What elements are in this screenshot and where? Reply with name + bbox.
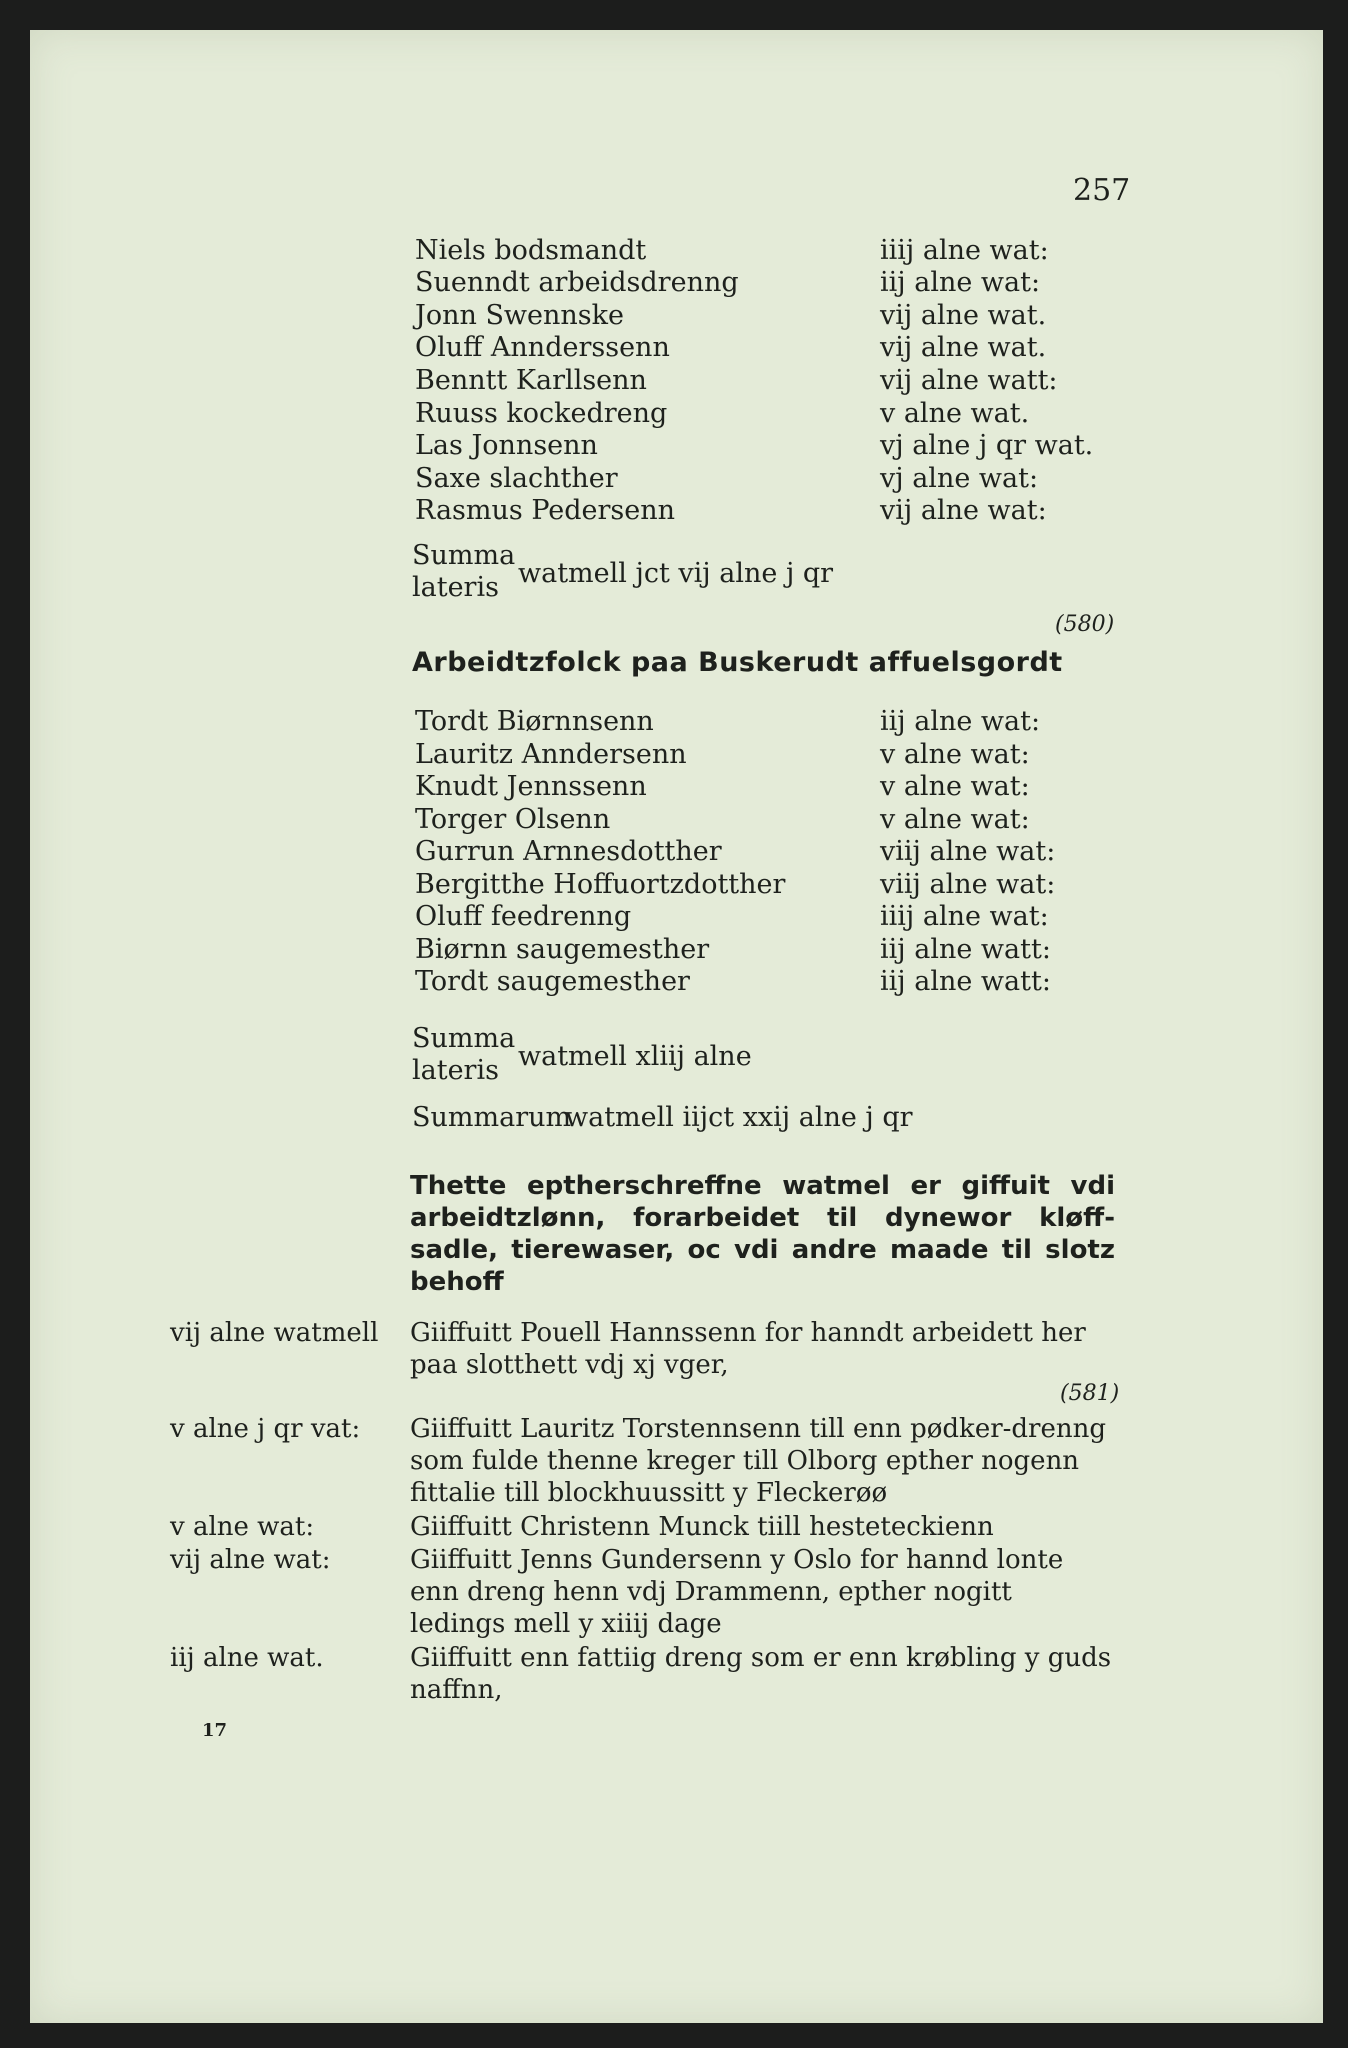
list-item-amount: v alne wat. (880, 398, 1030, 429)
summarum-text: watmell iijct xxij alne j qr (565, 1102, 913, 1133)
list-item-name: Oluff Annderssenn (415, 332, 670, 363)
list-item-amount: iij alne wat: (880, 706, 1041, 737)
margin-amount: vij alne wat: (170, 1545, 331, 1575)
list-item-amount: iij alne watt: (880, 966, 1051, 997)
summa-label-bottom: lateris (412, 572, 499, 603)
list-item-name: Las Jonnsenn (415, 430, 598, 461)
entry-text: Giiffuitt Pouell Hannssenn for hanndt arbeidett her paa slotthett vdj xj vger, (410, 1318, 1086, 1380)
list-item-amount: vj alne wat: (880, 463, 1039, 494)
margin-amount: iij alne wat. (170, 1643, 324, 1673)
list-item-amount: iij alne wat: (880, 267, 1041, 298)
list-item-name: Saxe slachther (415, 463, 618, 494)
list-item-name: Niels bodsmandt (415, 235, 647, 266)
summa-label-top: Summa (412, 540, 516, 571)
list-item-amount: vij alne wat. (880, 332, 1047, 363)
list-item-name: Gurrun Arnnesdotther (415, 836, 722, 867)
summa-text: watmell jct vij alne j qr (518, 558, 834, 589)
list-item-amount: v alne wat: (880, 771, 1030, 802)
section-reference: (581) (1060, 1381, 1120, 1406)
signature-mark: 17 (202, 1720, 228, 1741)
list-item-name: Rasmus Pedersenn (415, 495, 676, 526)
list-item-name: Suenndt arbeidsdrenng (415, 267, 739, 298)
list-item-name: Oluff feedrenng (415, 901, 632, 932)
list-item-name: Bergitthe Hoffuortzdotther (415, 869, 786, 900)
margin-amount: v alne j qr vat: (170, 1414, 361, 1444)
list-item-name: Lauritz Anndersenn (415, 739, 687, 770)
section-reference: (580) (1055, 612, 1115, 637)
summarum-label: Summarum (412, 1102, 572, 1133)
page-number: 257 (1073, 173, 1131, 208)
entry-text: Giiffuitt enn fattiig dreng som er enn krøbling y guds naffnn, (410, 1643, 1112, 1705)
list-item-name: Tordt Biørnnsenn (415, 706, 654, 737)
section-paragraph: Thette eptherschreffne watmel er giffuit vdi arbeidtzlønn, forarbeidet til dynewor kløff-sadle, tierewaser, oc vdi andre maade til slotz behoff (410, 1171, 1115, 1297)
list-item-amount: iij alne watt: (880, 934, 1051, 965)
list-item-name: Knudt Jennssenn (415, 771, 647, 802)
list-item-name: Benntt Karllsenn (415, 365, 647, 396)
list-item-amount: v alne wat: (880, 804, 1030, 835)
entry-text: Giiffuitt Christenn Munck tiill hesteteckienn (410, 1512, 994, 1542)
margin-amount: vij alne watmell (170, 1318, 379, 1348)
list-item-amount: vij alne watt: (880, 365, 1058, 396)
list-item-amount: vij alne wat: (880, 495, 1047, 526)
document-page (30, 30, 1323, 2023)
list-item-amount: iiij alne wat: (880, 901, 1049, 932)
margin-amount: v alne wat: (170, 1512, 315, 1542)
summa-label-top: Summa (412, 1023, 516, 1054)
list-item-amount: viij alne wat: (880, 869, 1056, 900)
list-item-amount: vij alne wat. (880, 300, 1047, 331)
list-item-name: Jonn Swennske (415, 300, 624, 331)
section-heading: Arbeidtzfolck paa Buskerudt affuelsgordt (412, 647, 1063, 678)
list-item-amount: iiij alne wat: (880, 235, 1049, 266)
list-item-name: Ruuss kockedreng (415, 398, 668, 429)
entry-text: Giiffuitt Jenns Gundersenn y Oslo for hannd lonte enn dreng henn vdj Drammenn, epther nogitt ledings mell y xiiij dage (410, 1545, 1064, 1639)
list-item-name: Torger Olsenn (415, 804, 611, 835)
summa-text: watmell xliij alne (518, 1041, 752, 1072)
list-item-amount: vj alne j qr wat. (880, 430, 1094, 461)
list-item-amount: v alne wat: (880, 739, 1030, 770)
list-item-name: Biørnn saugemesther (415, 934, 710, 965)
summa-label-bottom: lateris (412, 1055, 499, 1086)
entry-text: Giiffuitt Lauritz Torstennsenn till enn pødker-drenng som fulde thenne kreger till Olborg epther nogenn fittalie till blockhuussitt y Fleckerøø (410, 1414, 1107, 1508)
list-item-name: Tordt saugemesther (415, 966, 690, 997)
list-item-amount: viij alne wat: (880, 836, 1056, 867)
